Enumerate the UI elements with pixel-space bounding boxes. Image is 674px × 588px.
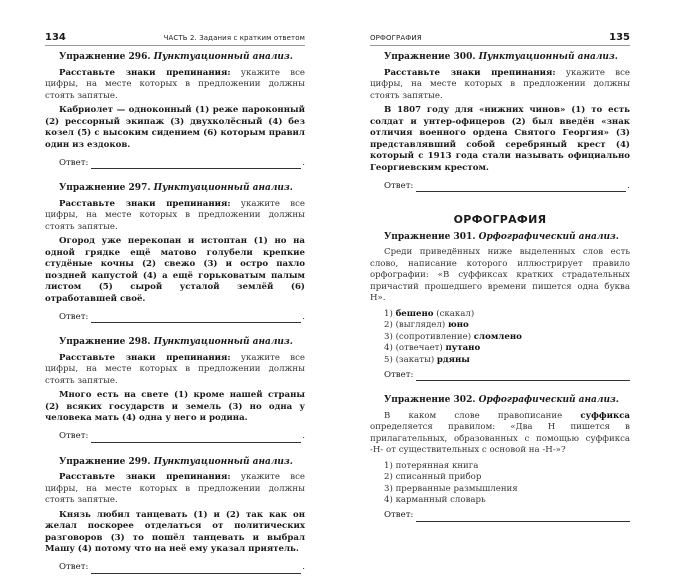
answer-field[interactable]: Ответ: [370, 510, 630, 522]
page-number: 135 [609, 32, 630, 43]
exercise-298 [45, 337, 305, 443]
exercise-300 [370, 52, 630, 192]
exercise-296 [45, 52, 305, 169]
option-item[interactable]: 3) прерванные размышления [384, 483, 518, 494]
section-title: ОРФОГРАФИЯ [453, 213, 547, 226]
answer-field[interactable]: Ответ: . [384, 180, 630, 191]
right-page [337, 0, 674, 523]
left-page [0, 0, 337, 572]
answer-field[interactable]: Ответ: [370, 369, 630, 381]
answer-line[interactable] [91, 314, 301, 323]
running-head: ЧАСТЬ 2. Задания с кратким ответом [163, 34, 305, 42]
option-item[interactable]: 4) карманный словарь [384, 495, 486, 505]
exercise-task: В 1807 году для «нижних чинов» (1) то есть солдат и унтер-офицеров (2) был введён «знак отличия военного ордена Святого Георгия» (3) представлявший собой серебряный крест (4) который с 1913 года стали называть официально Георгиевским крестом. [370, 105, 630, 173]
exercise-301 [370, 232, 630, 382]
answer-line[interactable] [91, 565, 301, 574]
exercise-title: Упражнение 297. Пунктуационный анализ. [59, 183, 293, 193]
exercise-title: Упражнение 298. Пунктуационный анализ. [59, 337, 293, 347]
exercise-297 [45, 183, 305, 323]
answer-line[interactable] [91, 160, 301, 169]
answer-field[interactable]: Ответ: . [59, 431, 305, 441]
exercise-task: Огород уже перекопан и истоптан (1) но на одной грядке ещё матово голубели крепкие студёные кочны (2) свежо (3) и остро пахло поздней капустой (4) а ещё горьковатым палым листом (5) сырой усталой землёй (6) отработавшей своё. [45, 236, 305, 304]
exercise-instruction: Расставьте знаки препинания: укажите все цифры, на месте которых в предложении должны стоять запятые. [45, 198, 305, 232]
exercise-title: Упражнение 302. Орфографический анализ. [384, 395, 619, 405]
answer-line[interactable] [416, 183, 626, 192]
answer-line[interactable] [416, 372, 630, 381]
option-item[interactable]: 5) (закаты) рдяны [384, 354, 470, 365]
exercise-task: Кабриолет — одноконный (1) реже пароконный (2) рессорный экипаж (3) двухколёсный (4) без козел (5) с высоким сидением (6) которым правил один из ездоков. [45, 105, 305, 150]
page-number: 134 [45, 32, 66, 43]
exercise-title: Упражнение 296. Пунктуационный анализ. [59, 52, 293, 62]
option-item[interactable]: 3) (сопротивление) сломлено [384, 331, 522, 342]
exercise-task: Много есть на свете (1) кроме нашей страны (2) всяких государств и земель (3) но одна у человека мать (4) одна у него и родина. [45, 390, 305, 423]
answer-field[interactable]: Ответ: . [59, 562, 305, 572]
exercise-title: Упражнение 301. Орфографический анализ. [384, 231, 619, 242]
exercise-instruction: Расставьте знаки препинания: укажите все цифры, на месте которых в предложении должны стоять запятые. [45, 67, 305, 101]
option-item[interactable]: 4) (отвечает) путано [384, 343, 481, 353]
answer-field[interactable]: Ответ: . [59, 157, 305, 168]
answer-line[interactable] [416, 513, 630, 522]
options-list [370, 461, 630, 507]
exercise-299 [45, 457, 305, 574]
exercise-task: Князь любил танцевать (1) и (2) так как он желал поскорее отделаться от политических разговоров (3) то пошёл танцевать и выбрал Машу (4) потому что на неё ему указал приятель. [45, 509, 305, 554]
option-item[interactable]: 1) бешено (скакал) [384, 308, 475, 319]
answer-line[interactable] [91, 434, 301, 443]
page-content [370, 52, 630, 536]
exercise-title: Упражнение 300. Пунктуационный анализ. [384, 52, 618, 62]
page-header [45, 33, 305, 46]
exercise-instruction: Расставьте знаки препинания: укажите все цифры, на месте которых в предложении должны стоять запятые. [45, 352, 305, 386]
option-item[interactable]: 1) потерянная книга [384, 460, 479, 471]
exercise-instruction: Расставьте знаки препинания: укажите все цифры, на месте которых в предложении должны стоять запятые. [45, 472, 305, 505]
answer-field[interactable]: Ответ: . [59, 311, 305, 322]
exercise-302 [370, 395, 630, 522]
exercise-task: В каком слове правописание суффикса определяется правилом: «Два Н пишется в прилагательных, образованных с помощью суффикса -Н- от существительных с основой на -Н-»? [370, 410, 630, 455]
page-content [45, 52, 305, 588]
exercise-instruction: Расставьте знаки препинания: укажите все цифры, на месте которых в предложении должны стоять запятые. [370, 67, 630, 101]
option-item[interactable]: 2) списанный прибор [384, 472, 482, 482]
running-head: ОРФОГРАФИЯ [370, 34, 422, 42]
exercise-task: Среди приведённых ниже выделенных слов есть слово, написание которого иллюстрирует правило орфографии: «В суффиксах кратких страдательных причастий прошедшего времени пишется одна буква Н». [370, 247, 630, 303]
page-header [370, 33, 630, 46]
option-item[interactable]: 2) (выглядел) юно [384, 320, 469, 330]
exercise-title: Упражнение 299. Пунктуационный анализ. [59, 456, 293, 467]
options-list [370, 309, 630, 367]
